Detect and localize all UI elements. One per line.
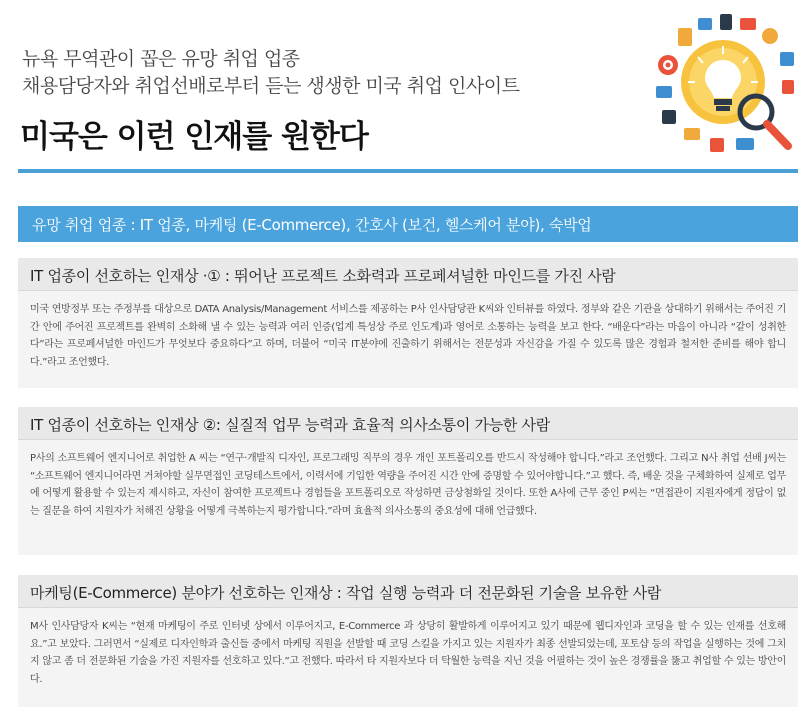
folder-icon [656, 86, 672, 98]
section-body: M사 인사담당자 K씨는 “현재 마케팅이 주로 인터넷 상에서 이루어지고, E-Commerce 과 상당히 활발하게 이루어지고 있기 때문에 웹디자인과 코딩을 할 수 있는 인재를 선호해요.”고 보았다. 그러면서 “실제로 디자인학과 출신들 중에서 마케팅 직원을 선발할 때 코딩 스킬을 가지고 있는 지원자가 최종 선발되었는데, 포토샵 등의 작업을 실행하는 것에 그치지 않고 좀 더 전문화된 기술을 가진 지원자를 선호하고 있다.”고 전했다. 따라서 타 지원자보다 더 탁월한 능력을 지닌 것을 어필하는 것이 높은 경쟁률을 뚫고 취업할 수 있는 방안이다. [30, 621, 786, 685]
section-marketing-profile [18, 575, 798, 707]
document-icon [684, 128, 700, 140]
calendar-icon [710, 138, 724, 152]
subtitle-line-2: 채용담당자와 취업선배로부터 듣는 생생한 미국 취업 인사이트 [22, 75, 520, 97]
pie-icon [762, 28, 778, 44]
section-title: 마케팅(E-Commerce) 분야가 선호하는 인재상 : 작업 실행 능력과 더 전문화된 기술을 보유한 사람 [18, 575, 798, 608]
header-divider [18, 169, 798, 173]
lightbulb-ideas-illustration [648, 10, 798, 160]
section-it-profile-2 [18, 407, 798, 555]
mail-icon [698, 18, 712, 30]
chart-icon [740, 18, 756, 30]
industry-banner-text: 유망 취업 업종 : IT 업종, 마케팅 (E-Commerce), 간호사 (보건, 헬스케어 분야), 숙박업 [32, 216, 592, 234]
laptop-icon [736, 138, 754, 150]
section-body: 미국 연방정부 또는 주정부를 대상으로 DATA Analysis/Management 서비스를 제공하는 P사 인사담당관 K씨와 인터뷰를 하였다. 정부와 같은 기관을 상대하기 위해서는 주어진 기간 안에 주어진 프로젝트를 완벽히 소화해 낼 수 있는 능력과 여러 인증(업계 특성상 주로 인도계)과 영어로 소통하는 능력을 보고 한다. “배운다”라는 마음이 아니라 “같이 성취한다”라는 프로페셔널한 마인드가 무엇보다 중요하다”고 하며, 더불어 “미국 IT분야에 진출하기 위해서는 전문성과 자신감을 가질 수 있도록 많은 경험과 철저한 준비를 해야 합니다.”라고 조언했다. [30, 304, 786, 368]
briefcase-icon [662, 110, 676, 124]
monitor-icon [780, 52, 794, 66]
section-title: IT 업종이 선호하는 인재상 ②: 실질적 업무 능력과 효율적 의사소통이 가능한 사람 [18, 407, 798, 440]
industry-banner [18, 206, 798, 242]
clipboard-icon [678, 28, 692, 46]
page-header [0, 0, 810, 175]
page-title: 미국은 이런 인재를 원한다 [20, 119, 368, 155]
section-it-profile-1 [18, 258, 798, 388]
calculator-icon [782, 80, 794, 94]
phone-icon [720, 14, 732, 30]
subtitle-line-1: 뉴욕 무역관이 꼽은 유망 취업 업종 [22, 48, 300, 70]
section-title: IT 업종이 선호하는 인재상 ·① : 뛰어난 프로젝트 소화력과 프로페셔널한 마인드를 가진 사람 [18, 258, 798, 291]
section-body: P사의 소프트웨어 엔지니어로 취업한 A 씨는 “연구·개발직 디자인, 프로그래밍 직무의 경우 개인 포트폴리오를 반드시 작성해야 합니다.”라고 조언했다. 그리고 N사 취업 선배 J씨는 “소프트웨어 엔지니어라면 거쳐야할 실무면접인 코딩테스트에서, 이력서에 기입한 역량을 주어진 시간 안에 증명할 수 있어야합니다.”고 했다. 즉, 배운 것을 구체화하여 실제로 업무에 어떻게 활용할 수 있는지 제시하고, 자신이 참여한 프로젝트나 경험들을 포트폴리오로 작성하면 금상첨화일 것이다. 또한 A사에 근무 중인 P씨는 “면접관이 지원자에게 정답이 없는 질문을 하여 지원자가 처해진 상황을 어떻게 극복하는지 평가합니다.”라며 효율적 의사소통의 중요성에 대해 언급했다. [30, 453, 786, 517]
